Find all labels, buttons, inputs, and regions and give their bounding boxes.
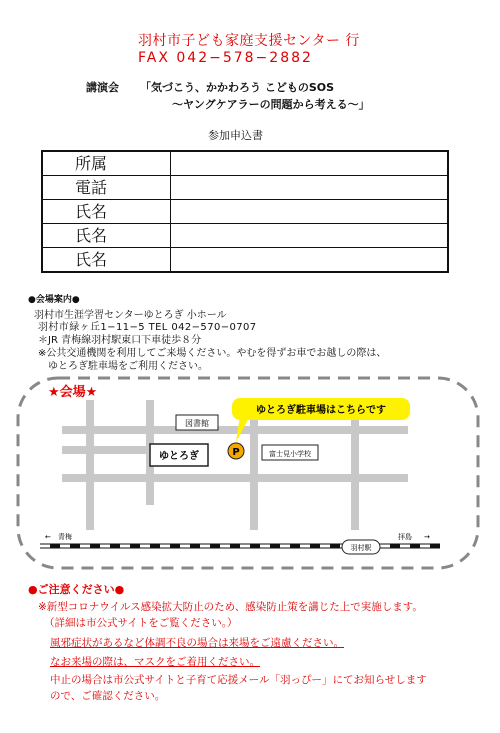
notice-line: ※新型コロナウイルス感染拡大防止のため、感染防止策を講じた上で実施します。	[38, 601, 423, 613]
lecture-title-line2: ～ヤングケアラーの問題から考える～」	[172, 98, 370, 111]
parking-callout-text: ゆとろぎ駐車場はこちらです	[256, 405, 386, 416]
form-row-name	[42, 200, 448, 224]
venue-parking-note: ゆとろぎ駐車場をご利用ください。	[48, 361, 208, 372]
venue-transport-note: ※公共交通機関を利用してご来場ください。やむを得ずお車でお越しの際は、	[38, 348, 387, 359]
venue-map	[0, 370, 500, 575]
notice-heading: ●ご注意ください●	[28, 583, 125, 596]
parking-icon-label: P	[232, 447, 240, 458]
direction-haijima: →	[424, 533, 430, 541]
notice-line: 中止の場合は市公式サイトと子育て応援メール「羽っぴー」にてお知らせします	[50, 674, 427, 686]
school-label: 富士見小学校	[269, 450, 311, 458]
phone-field[interactable]	[171, 176, 449, 200]
station-label: 羽村駅	[350, 544, 372, 552]
fax-number: FAX 042−578−2882	[138, 50, 313, 66]
row-label: 電話	[42, 176, 171, 200]
affiliation-field[interactable]	[171, 151, 449, 176]
library-label: 図書館	[185, 419, 209, 428]
lecture-title-line1: 「気づこう、かかわろう こどものSOS	[140, 81, 335, 94]
lecture-label: 講演会	[86, 81, 119, 94]
row-label: 所属	[42, 151, 171, 176]
venue-access: ＊JR 青梅線羽村駅東口下車徒歩８分	[38, 335, 202, 346]
name-field[interactable]	[171, 224, 449, 248]
venue-map-label: ★会場★	[48, 385, 98, 400]
direction-haijima-label: 拝島	[398, 533, 412, 541]
venue-address: 羽村市緑ヶ丘1−11−5 TEL 042−570−0707	[38, 322, 257, 333]
row-label: 氏名	[42, 224, 171, 248]
form-row-phone	[42, 176, 448, 200]
row-label: 氏名	[42, 200, 171, 224]
notice-line: ので、ご確認ください。	[50, 690, 166, 702]
notice-line-underlined: なお来場の際は、マスクをご着用ください。	[50, 656, 260, 668]
form-row-affiliation	[42, 151, 448, 176]
direction-ome-label: 青梅	[58, 533, 72, 541]
application-table	[41, 150, 449, 273]
yutorogi-label: ゆとろぎ	[159, 451, 199, 462]
form-title: 参加申込書	[208, 129, 263, 142]
notice-line: （詳細は市公式サイトをご覧ください。）	[44, 617, 238, 629]
form-row-name	[42, 248, 448, 273]
direction-ome: ←	[45, 533, 51, 541]
notice-line-underlined: 風邪症状があるなど体調不良の場合は来場をご遠慮ください。	[50, 637, 344, 649]
venue-name: 羽村市生涯学習センターゆとろぎ 小ホール	[34, 310, 227, 321]
name-field[interactable]	[171, 248, 449, 273]
form-row-name	[42, 224, 448, 248]
name-field[interactable]	[171, 200, 449, 224]
row-label: 氏名	[42, 248, 171, 273]
venue-heading: ●会場案内●	[28, 295, 80, 305]
recipient-line: 羽村市子ども家庭支援センター 行	[138, 33, 360, 49]
